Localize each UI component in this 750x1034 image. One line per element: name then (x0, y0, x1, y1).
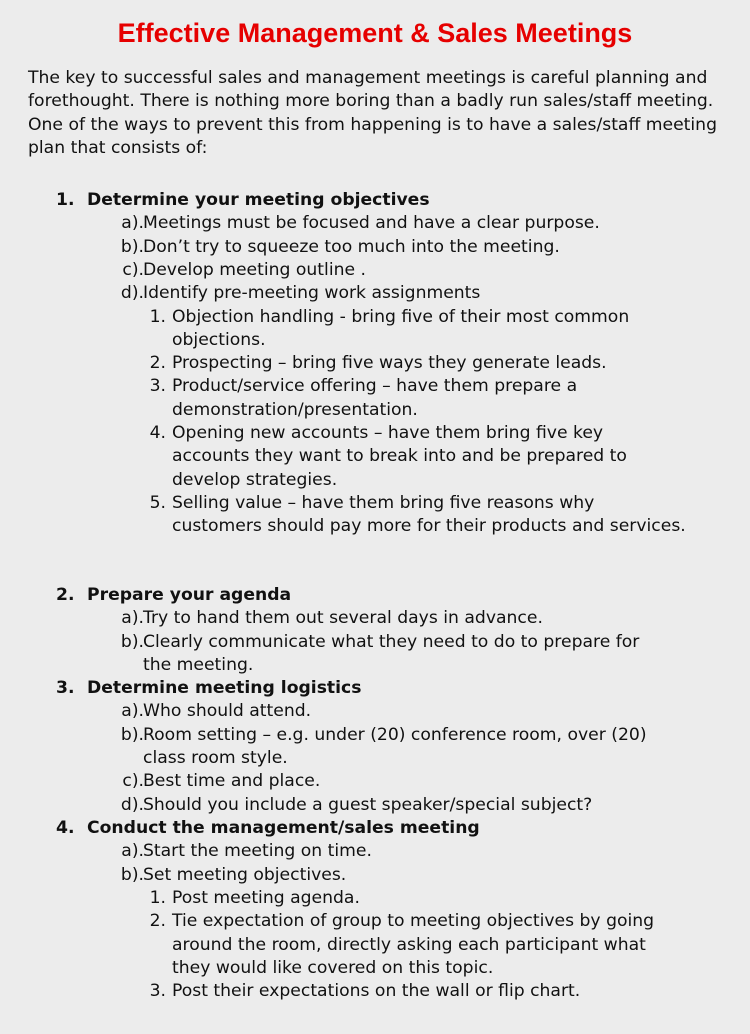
sub-list-item-text: Prospecting – bring five ways they generate leads. (172, 353, 607, 374)
list-item-label: a). (121, 701, 144, 722)
list-item-label: d). (120, 794, 144, 815)
section-number: 3. (56, 678, 75, 698)
list-item-label: c). (122, 771, 144, 792)
list-item-label: a). (121, 841, 144, 862)
list-item-text: Develop meeting outline . (143, 259, 366, 280)
sub-list-item-number: 1. (149, 306, 166, 327)
list-item-label: b). (120, 724, 144, 745)
sub-list-item-text: they would like covered on this topic. (172, 957, 494, 978)
document-title: Effective Management & Sales Meetings (117, 18, 633, 48)
list-item-label: a). (121, 213, 144, 234)
sub-list-item-number: 1. (149, 887, 166, 908)
list-item-text: the meeting. (143, 654, 254, 675)
list-item-text: Start the meeting on time. (143, 841, 372, 862)
sub-list-item-text: Post their expectations on the wall or flip chart. (172, 981, 581, 1002)
list-item-text: Who should attend. (143, 701, 312, 722)
sub-list-item-number: 5. (149, 492, 166, 513)
section-number: 1. (56, 190, 75, 210)
list-item-text: class room style. (143, 747, 288, 768)
list-item-text: Room setting – e.g. under (20) conference room, over (20) (143, 724, 647, 745)
intro-paragraph: The key to successful sales and management meetings is careful planning and forethought. There is nothing more boring than a badly run sales/staff meeting. One of the ways to prevent this from happening is to have a sales/staff meeting plan that consists of: (28, 68, 717, 158)
sub-list-item-text: around the room, directly asking each participant what (172, 934, 646, 955)
sub-list-item-number: 3. (149, 981, 166, 1002)
sub-list-item-text: accounts they want to break into and be prepared to (172, 446, 627, 467)
list-item-text: Don’t try to squeeze too much into the meeting. (143, 236, 560, 257)
list-item-label: b). (120, 631, 144, 652)
list-item-label: d). (120, 283, 144, 304)
list-item-text: Clearly communicate what they need to do to prepare for (143, 631, 640, 652)
sub-list-item-text: develop strategies. (172, 469, 338, 490)
sub-list-item-text: objections. (172, 329, 266, 350)
section-heading-text: Determine your meeting objectives (87, 190, 430, 210)
sub-list-item-number: 3. (149, 376, 166, 397)
sub-list-item-text: Objection handling - bring five of their most common (172, 306, 630, 327)
sub-list-item-number: 2. (149, 353, 166, 374)
list-item-label: a). (121, 608, 144, 629)
section-number: 2. (56, 585, 75, 605)
section-heading-text: Conduct the management/sales meeting (87, 818, 480, 838)
section-heading-text: Prepare your agenda (87, 585, 292, 605)
section-heading-text: Determine meeting logistics (87, 678, 362, 698)
sub-list-item-text: Product/service offering – have them prepare a (172, 376, 578, 397)
sub-list-item-text: customers should pay more for their products and services. (172, 516, 686, 537)
list-item-text: Identify pre-meeting work assignments (143, 283, 481, 304)
list-item-text: Try to hand them out several days in advance. (143, 608, 543, 629)
sub-list-item-number: 2. (149, 911, 166, 932)
section-number: 4. (56, 818, 75, 838)
sub-list-item-text: Tie expectation of group to meeting objectives by going (172, 911, 655, 932)
sub-list-item-text: Opening new accounts – have them bring five key (172, 423, 604, 443)
list-item-text: Best time and place. (143, 771, 321, 792)
sub-list-item-number: 4. (149, 423, 166, 443)
list-item-label: b). (120, 236, 144, 257)
list-item-label: c). (122, 259, 144, 280)
sub-list-item-text: demonstration/presentation. (172, 399, 418, 420)
sub-list-item-text: Post meeting agenda. (172, 887, 360, 908)
list-item-text: Should you include a guest speaker/special subject? (143, 794, 593, 815)
list-item-text: Set meeting objectives. (143, 864, 347, 885)
sub-list-item-text: Selling value – have them bring five reasons why (172, 492, 595, 513)
list-item-text: Meetings must be focused and have a clear purpose. (143, 213, 600, 234)
list-item-label: b). (120, 864, 144, 885)
